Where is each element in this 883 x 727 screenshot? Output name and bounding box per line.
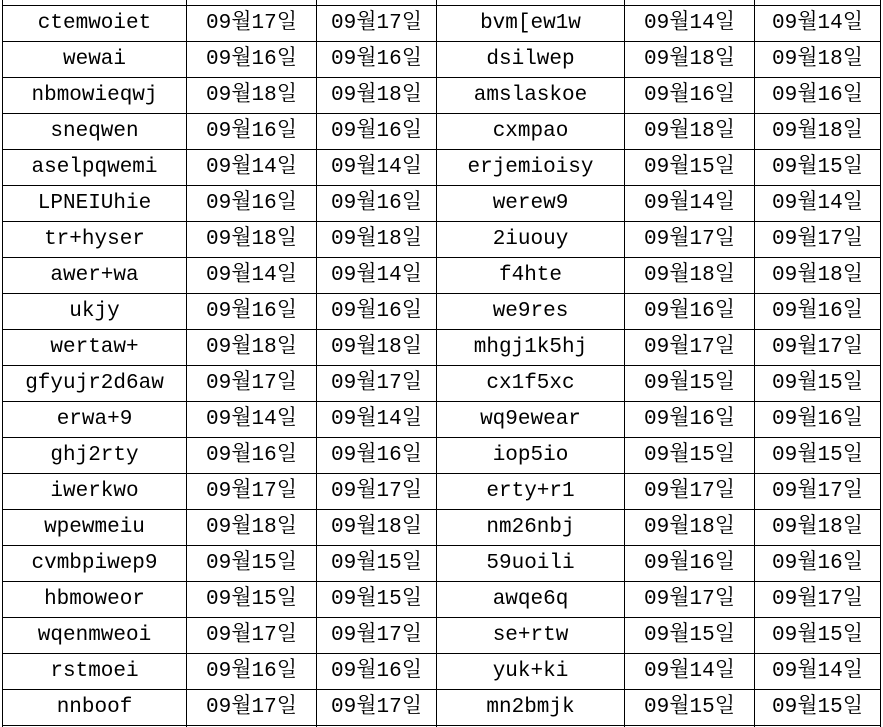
date-cell[interactable]: 09월17일 [755, 222, 881, 258]
date-cell[interactable]: 09월14일 [187, 150, 317, 186]
date-cell[interactable]: 09월17일 [317, 6, 437, 42]
date-cell[interactable]: 09월17일 [187, 618, 317, 654]
date-cell[interactable]: 09월18일 [317, 330, 437, 366]
name-cell[interactable]: aselpqwemi [3, 150, 187, 186]
table-body [3, 0, 881, 727]
date-cell[interactable]: 09월16일 [317, 438, 437, 474]
date-cell[interactable]: 09월15일 [755, 438, 881, 474]
date-cell[interactable]: 09월16일 [187, 114, 317, 150]
date-cell[interactable]: 09월18일 [755, 258, 881, 294]
name-cell[interactable]: amslaskoe [437, 78, 625, 114]
date-cell[interactable]: 09월18일 [755, 42, 881, 78]
date-cell[interactable]: 09월18일 [755, 114, 881, 150]
name-cell[interactable]: ctemwoiet [3, 6, 187, 42]
name-cell[interactable]: cvmbpiwep9 [3, 546, 187, 582]
table-row [3, 258, 881, 294]
table-row [3, 690, 881, 726]
date-cell[interactable]: 09월16일 [187, 654, 317, 690]
name-cell[interactable]: LPNEIUhie [3, 186, 187, 222]
date-cell[interactable]: 09월17일 [317, 618, 437, 654]
name-cell[interactable]: cx1f5xc [437, 366, 625, 402]
name-cell[interactable]: nm26nbj [437, 510, 625, 546]
name-cell[interactable]: werew9 [437, 186, 625, 222]
table-row [3, 438, 881, 474]
name-cell[interactable]: gfyujr2d6aw [3, 366, 187, 402]
name-cell[interactable]: yuk+ki [437, 654, 625, 690]
date-cell[interactable]: 09월15일 [625, 690, 755, 726]
date-cell[interactable]: 09월18일 [625, 510, 755, 546]
name-cell[interactable]: erjemioisy [437, 150, 625, 186]
date-cell[interactable]: 09월14일 [317, 402, 437, 438]
name-cell[interactable]: bvm[ew1w [437, 6, 625, 42]
table-row [3, 474, 881, 510]
date-cell[interactable]: 09월15일 [625, 150, 755, 186]
date-cell[interactable]: 09월15일 [755, 690, 881, 726]
name-cell[interactable]: mhgj1k5hj [437, 330, 625, 366]
date-cell[interactable]: 09월18일 [317, 78, 437, 114]
date-cell[interactable]: 09월18일 [187, 78, 317, 114]
date-cell[interactable]: 09월16일 [317, 294, 437, 330]
table-row [3, 618, 881, 654]
date-cell[interactable]: 09월15일 [755, 150, 881, 186]
name-cell[interactable]: erty+r1 [437, 474, 625, 510]
name-cell[interactable]: nnboof [3, 690, 187, 726]
name-cell[interactable]: wqenmweoi [3, 618, 187, 654]
date-cell[interactable]: 09월17일 [187, 366, 317, 402]
date-cell[interactable]: 09월17일 [317, 366, 437, 402]
date-cell[interactable]: 09월18일 [625, 258, 755, 294]
table-row [3, 582, 881, 618]
name-cell[interactable]: cxmpao [437, 114, 625, 150]
date-cell[interactable]: 09월14일 [625, 654, 755, 690]
name-cell[interactable]: tr+hyser [3, 222, 187, 258]
date-cell[interactable]: 09월16일 [625, 294, 755, 330]
name-cell[interactable]: ukjy [3, 294, 187, 330]
date-cell[interactable]: 09월17일 [317, 690, 437, 726]
date-cell[interactable]: 09월18일 [625, 42, 755, 78]
name-cell[interactable]: iop5io [437, 438, 625, 474]
date-cell[interactable]: 09월16일 [755, 294, 881, 330]
name-cell[interactable]: sneqwen [3, 114, 187, 150]
date-cell[interactable]: 09월17일 [755, 330, 881, 366]
date-cell[interactable]: 09월17일 [187, 474, 317, 510]
table-row [3, 294, 881, 330]
date-cell[interactable]: 09월16일 [755, 78, 881, 114]
date-cell[interactable]: 09월15일 [187, 582, 317, 618]
date-cell[interactable]: 09월18일 [187, 510, 317, 546]
date-cell[interactable]: 09월17일 [755, 582, 881, 618]
name-cell[interactable]: f4hte [437, 258, 625, 294]
name-cell[interactable]: se+rtw [437, 618, 625, 654]
date-cell[interactable]: 09월15일 [317, 546, 437, 582]
date-cell[interactable]: 09월16일 [625, 78, 755, 114]
date-cell[interactable]: 09월16일 [755, 546, 881, 582]
name-cell[interactable]: nbmowieqwj [3, 78, 187, 114]
name-cell[interactable]: wewai [3, 42, 187, 78]
name-cell[interactable]: awer+wa [3, 258, 187, 294]
date-cell[interactable]: 09월14일 [755, 654, 881, 690]
table-row [3, 546, 881, 582]
date-cell[interactable]: 09월15일 [755, 618, 881, 654]
date-cell[interactable]: 09월17일 [625, 222, 755, 258]
table-row [3, 330, 881, 366]
name-cell[interactable]: erwa+9 [3, 402, 187, 438]
date-cell[interactable]: 09월16일 [625, 402, 755, 438]
table-row [3, 186, 881, 222]
name-cell[interactable]: wpewmeiu [3, 510, 187, 546]
name-cell[interactable]: rstmoei [3, 654, 187, 690]
date-cell[interactable]: 09월14일 [187, 258, 317, 294]
date-cell[interactable]: 09월18일 [755, 510, 881, 546]
date-cell[interactable]: 09월14일 [625, 6, 755, 42]
table-row [3, 42, 881, 78]
date-cell[interactable]: 09월17일 [625, 474, 755, 510]
name-cell[interactable]: wq9ewear [437, 402, 625, 438]
table-row [3, 402, 881, 438]
table-row [3, 6, 881, 42]
date-cell[interactable]: 09월16일 [625, 546, 755, 582]
date-cell[interactable]: 09월16일 [187, 438, 317, 474]
date-cell[interactable]: 09월14일 [317, 150, 437, 186]
name-cell[interactable]: hbmoweor [3, 582, 187, 618]
name-cell[interactable]: 2iuouy [437, 222, 625, 258]
date-cell[interactable]: 09월15일 [755, 366, 881, 402]
table-row [3, 78, 881, 114]
table-row [3, 654, 881, 690]
name-cell[interactable]: we9res [437, 294, 625, 330]
table-row [3, 150, 881, 186]
date-cell[interactable]: 09월16일 [317, 654, 437, 690]
date-cell[interactable]: 09월15일 [187, 546, 317, 582]
date-cell[interactable]: 09월16일 [755, 402, 881, 438]
date-cell[interactable]: 09월15일 [625, 366, 755, 402]
date-cell[interactable]: 09월18일 [625, 114, 755, 150]
data-table [2, 0, 881, 727]
date-cell[interactable]: 09월15일 [625, 438, 755, 474]
date-cell[interactable]: 09월14일 [755, 186, 881, 222]
table-row [3, 114, 881, 150]
name-cell[interactable]: dsilwep [437, 42, 625, 78]
name-cell[interactable]: mn2bmjk [437, 690, 625, 726]
date-cell[interactable]: 09월16일 [317, 186, 437, 222]
date-cell[interactable]: 09월17일 [187, 690, 317, 726]
name-cell[interactable]: iwerkwo [3, 474, 187, 510]
date-cell[interactable]: 09월17일 [187, 6, 317, 42]
date-cell[interactable]: 09월18일 [317, 510, 437, 546]
date-cell[interactable]: 09월18일 [187, 222, 317, 258]
date-cell[interactable]: 09월16일 [187, 186, 317, 222]
date-cell[interactable]: 09월14일 [625, 186, 755, 222]
table-row [3, 366, 881, 402]
date-cell[interactable]: 09월14일 [187, 402, 317, 438]
name-cell[interactable]: 59uoili [437, 546, 625, 582]
date-cell[interactable]: 09월16일 [187, 42, 317, 78]
date-cell[interactable]: 09월17일 [625, 582, 755, 618]
date-cell[interactable]: 09월16일 [317, 114, 437, 150]
date-cell[interactable]: 09월14일 [755, 6, 881, 42]
date-cell[interactable]: 09월15일 [317, 582, 437, 618]
date-cell[interactable]: 09월14일 [317, 258, 437, 294]
date-cell[interactable]: 09월18일 [317, 222, 437, 258]
table-row [3, 222, 881, 258]
date-cell[interactable]: 09월17일 [625, 330, 755, 366]
date-cell[interactable]: 09월17일 [755, 474, 881, 510]
date-cell[interactable]: 09월17일 [317, 474, 437, 510]
date-cell[interactable]: 09월15일 [625, 618, 755, 654]
name-cell[interactable]: wertaw+ [3, 330, 187, 366]
table-row [3, 510, 881, 546]
date-cell[interactable]: 09월18일 [187, 330, 317, 366]
date-cell[interactable]: 09월16일 [317, 42, 437, 78]
name-cell[interactable]: awqe6q [437, 582, 625, 618]
date-cell[interactable]: 09월16일 [187, 294, 317, 330]
name-cell[interactable]: ghj2rty [3, 438, 187, 474]
